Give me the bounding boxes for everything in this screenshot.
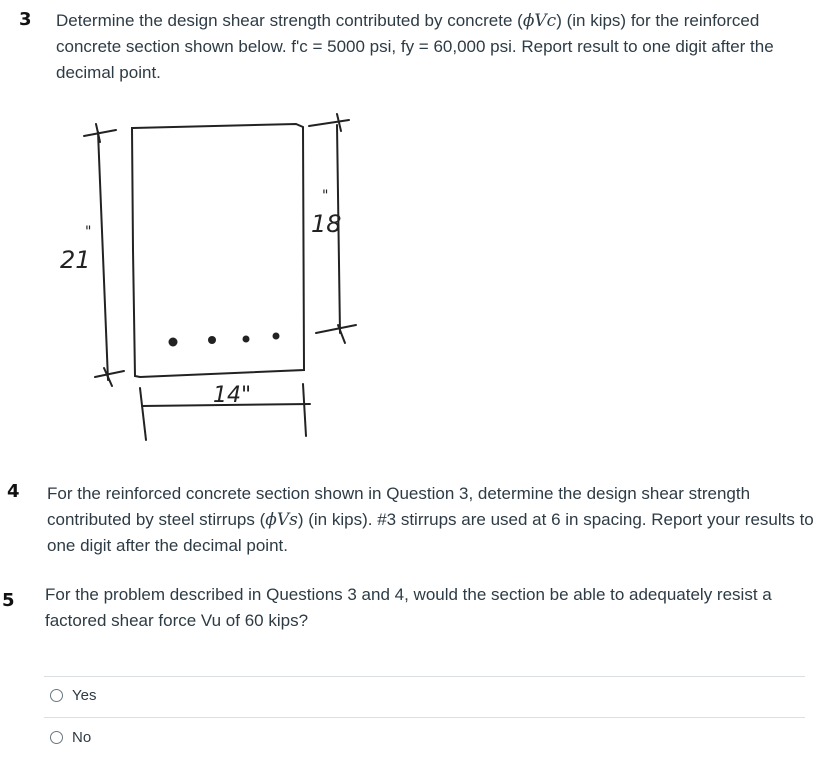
question-4-number: 4 xyxy=(7,481,20,502)
beam-outline xyxy=(132,124,304,377)
depth-label: 18 xyxy=(311,210,342,238)
width-label: 14" xyxy=(213,383,252,408)
rebar xyxy=(243,336,250,343)
option-yes-label: Yes xyxy=(72,686,97,704)
question-3-text-part2: ) (in kips) for the reinforced concrete section shown below. f'c = 5000 psi, fy = 60,000 psi. Report result to one digit after the decimal point. xyxy=(56,11,774,82)
question-5-text: For the problem described in Questions 3 and 4, would the section be able to adequately resist a factored shear force Vu of 60 kips? xyxy=(45,585,772,630)
option-no[interactable] xyxy=(50,725,91,749)
question-3-number: 3 xyxy=(19,9,32,30)
rebar xyxy=(273,333,280,340)
rebars xyxy=(169,333,280,347)
option-no-label: No xyxy=(72,728,92,746)
height-tick-bottom xyxy=(95,371,124,377)
radio-yes[interactable] xyxy=(50,689,63,702)
question-3-text-part1: Determine the design shear strength contributed by concrete ( xyxy=(56,11,523,30)
options-separator-middle xyxy=(44,717,805,718)
options-separator-top xyxy=(44,676,805,677)
phi-vc-symbol: ϕVc xyxy=(522,11,557,31)
question-4-text xyxy=(47,481,817,559)
question-4-text-part1: For the reinforced concrete section shown in Question 3, determine the design shear strength contributed by steel stirrups ( xyxy=(47,484,751,529)
width-tick-left xyxy=(140,388,146,440)
option-yes[interactable] xyxy=(50,683,96,707)
height-dimension-line xyxy=(98,132,108,380)
question-4-text-part2: ) (in kips). #3 stirrups are used at 6 in spacing. Report your results to one digit after the decimal point. xyxy=(47,510,814,555)
depth-tick-bottom xyxy=(316,325,356,333)
phi-vs-symbol: ϕVs xyxy=(265,510,298,530)
height-label: 21 xyxy=(60,246,91,274)
depth-tick-top xyxy=(309,120,349,126)
height-tick-top xyxy=(84,130,116,136)
radio-no[interactable] xyxy=(50,731,63,744)
depth-unit-mark: " xyxy=(322,188,329,204)
question-5-number: 5 xyxy=(2,590,15,611)
height-unit-mark: " xyxy=(85,224,92,240)
rebar xyxy=(169,338,178,347)
width-tick-right xyxy=(303,384,306,436)
rebar xyxy=(208,336,216,344)
